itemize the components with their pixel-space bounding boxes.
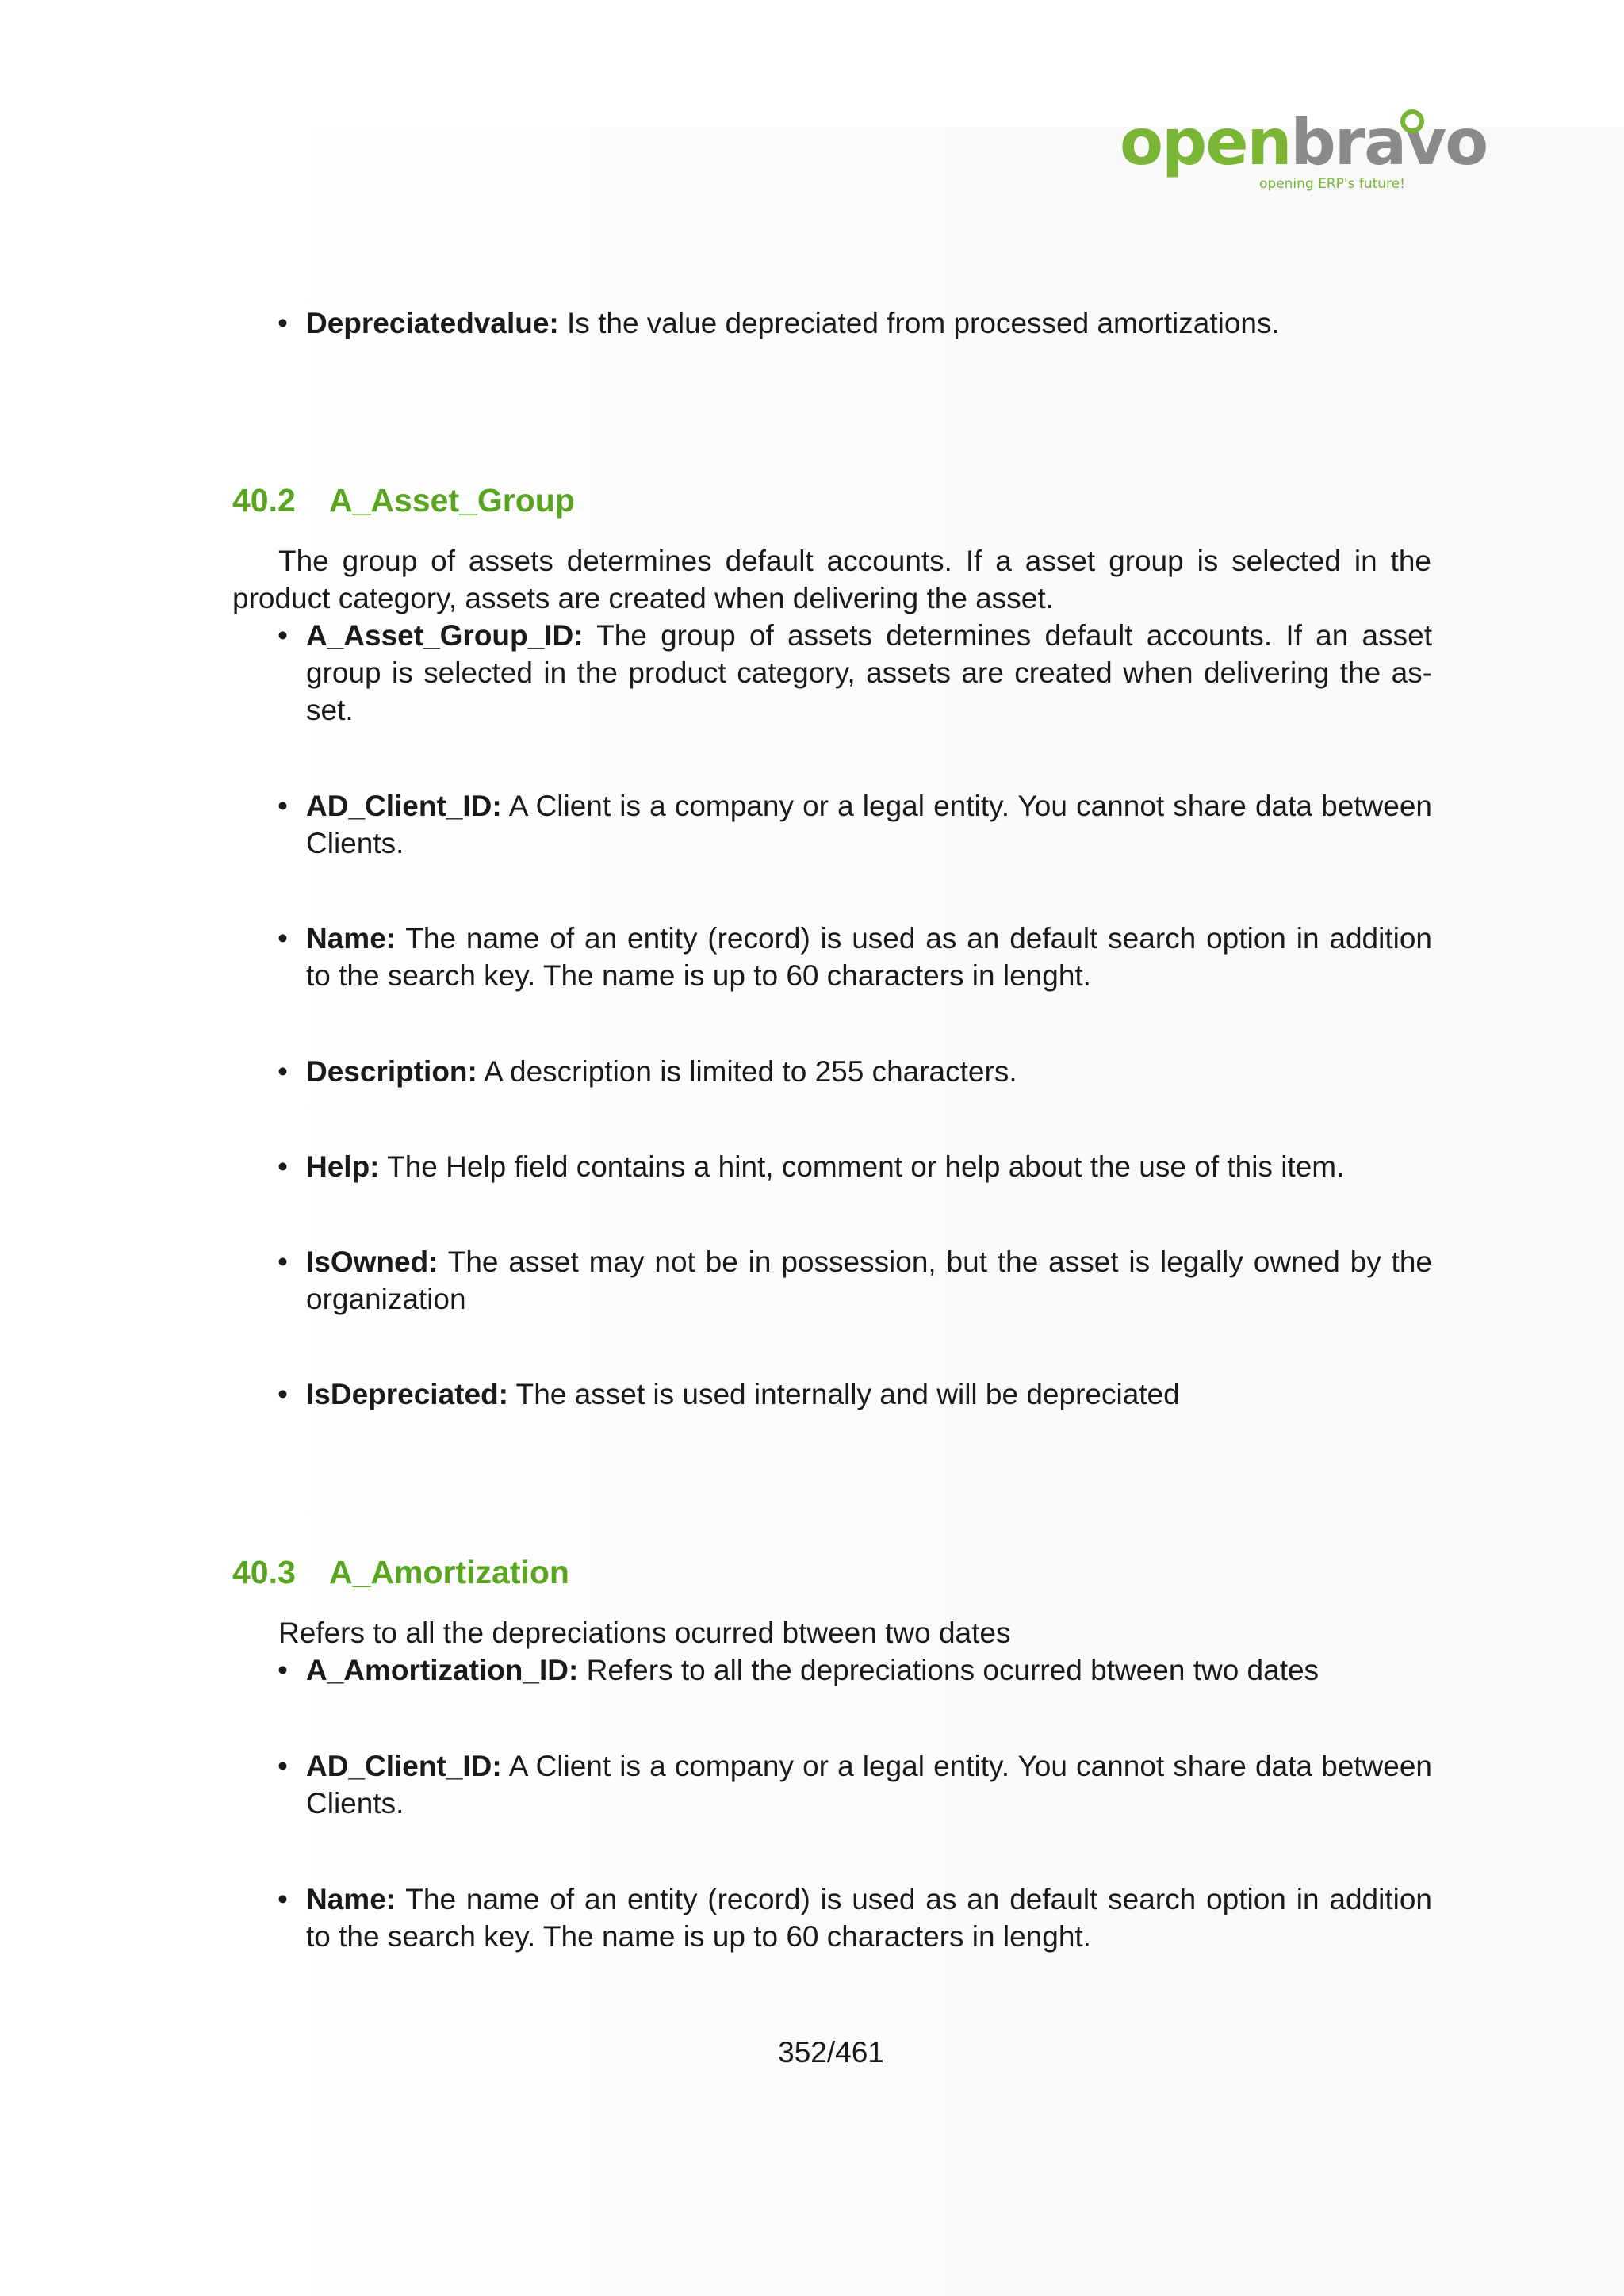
bullet-icon: • <box>278 307 288 339</box>
bullet-icon: • <box>278 1246 288 1278</box>
logo-wordmark: openbravo <box>1120 105 1488 179</box>
section-heading: 40.3 A_Amortization <box>232 1554 569 1590</box>
section-intro: The group of assets determines default accounts. If a asset group is selected in the product category, assets are created when delivering the asset. <box>232 545 1431 614</box>
bullet-icon: • <box>278 1750 288 1782</box>
bullet-icon: • <box>278 1378 288 1410</box>
section-intro: Refers to all the depreciations ocurred btween two dates <box>278 1617 1011 1649</box>
bullet-icon: • <box>278 1055 288 1088</box>
section-heading: 40.2 A_Asset_Group <box>232 482 575 519</box>
bullet-icon: • <box>278 1883 288 1915</box>
openbravo-logo <box>1120 105 1488 198</box>
bullet-icon: • <box>278 922 288 955</box>
bullet-icon: • <box>278 619 288 652</box>
page-number: 352/461 <box>778 2036 884 2068</box>
logo-swirl-icon <box>1400 109 1424 133</box>
logo-tagline: opening ERP's future! <box>1259 176 1405 192</box>
bullet-icon: • <box>278 1150 288 1183</box>
bullet-icon: • <box>278 790 288 822</box>
bullet-icon: • <box>278 1654 288 1686</box>
page-background <box>270 127 1624 2296</box>
